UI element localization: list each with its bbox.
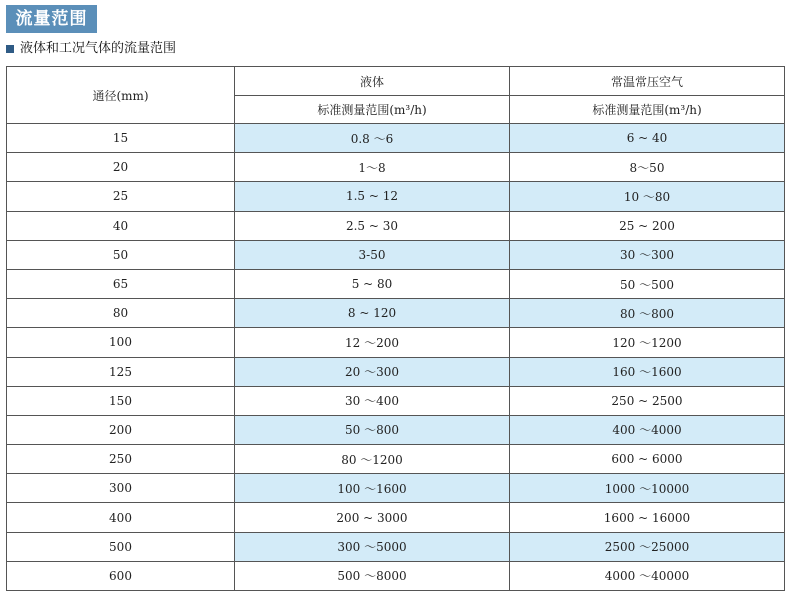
- gas-range-cell: 4000 ～40000: [510, 561, 785, 590]
- table-row: [7, 211, 785, 240]
- gas-range-cell: 1000 ～10000: [510, 474, 785, 503]
- table-row: [7, 182, 785, 211]
- liquid-sub-header: 标准测量范围(m³/h): [235, 96, 510, 124]
- table-row: [7, 124, 785, 153]
- size-cell: 100: [7, 328, 235, 357]
- liquid-range-cell: 80 ～1200: [235, 445, 510, 474]
- liquid-range-cell: 30 ～400: [235, 386, 510, 415]
- gas-header: 常温常压空气: [510, 67, 785, 96]
- size-cell: 40: [7, 211, 235, 240]
- square-bullet-icon: [6, 45, 14, 53]
- gas-sub-header: 标准测量范围(m³/h): [510, 96, 785, 124]
- table-row: [7, 328, 785, 357]
- size-cell: 300: [7, 474, 235, 503]
- liquid-range-cell: 1～8: [235, 153, 510, 182]
- gas-range-cell: 8～50: [510, 153, 785, 182]
- table-row: [7, 561, 785, 590]
- gas-range-cell: 250 ~ 2500: [510, 386, 785, 415]
- size-cell: 400: [7, 503, 235, 532]
- size-cell: 20: [7, 153, 235, 182]
- liquid-range-cell: 12 ～200: [235, 328, 510, 357]
- table-row: [7, 532, 785, 561]
- size-cell: 65: [7, 269, 235, 298]
- gas-range-cell: 120 ～1200: [510, 328, 785, 357]
- liquid-range-cell: 20 ～300: [235, 357, 510, 386]
- liquid-range-cell: 1.5 ~ 12: [235, 182, 510, 211]
- gas-range-cell: 1600 ~ 16000: [510, 503, 785, 532]
- liquid-range-cell: 100 ～1600: [235, 474, 510, 503]
- gas-range-cell: 30 ～300: [510, 240, 785, 269]
- gas-range-cell: 160 ～1600: [510, 357, 785, 386]
- liquid-range-cell: 300 ～5000: [235, 532, 510, 561]
- table-row: [7, 386, 785, 415]
- table-row: [7, 474, 785, 503]
- gas-range-cell: 25 ~ 200: [510, 211, 785, 240]
- table-row: [7, 269, 785, 298]
- size-cell: 125: [7, 357, 235, 386]
- table-row: [7, 240, 785, 269]
- size-cell: 50: [7, 240, 235, 269]
- size-cell: 500: [7, 532, 235, 561]
- table-row: [7, 445, 785, 474]
- subtitle-text: 液体和工况气体的流量范围: [20, 41, 177, 56]
- size-cell: 80: [7, 299, 235, 328]
- liquid-range-cell: 200 ~ 3000: [235, 503, 510, 532]
- flow-range-table: [6, 66, 785, 591]
- gas-range-cell: 400 ～4000: [510, 415, 785, 444]
- size-cell: 150: [7, 386, 235, 415]
- liquid-range-cell: 500 ～8000: [235, 561, 510, 590]
- liquid-range-cell: 0.8 ～6: [235, 124, 510, 153]
- size-cell: 15: [7, 124, 235, 153]
- subtitle-line: [6, 40, 176, 58]
- liquid-range-cell: 5 ~ 80: [235, 269, 510, 298]
- table-row: [7, 503, 785, 532]
- gas-range-cell: 10 ～80: [510, 182, 785, 211]
- size-cell: 200: [7, 415, 235, 444]
- size-cell: 600: [7, 561, 235, 590]
- liquid-range-cell: 8 ~ 120: [235, 299, 510, 328]
- gas-range-cell: 2500 ～25000: [510, 532, 785, 561]
- size-cell: 250: [7, 445, 235, 474]
- diameter-header: 通径(mm): [7, 67, 235, 124]
- liquid-range-cell: 2.5 ~ 30: [235, 211, 510, 240]
- table-row: [7, 153, 785, 182]
- table-row: [7, 357, 785, 386]
- gas-range-cell: 80 ～800: [510, 299, 785, 328]
- table-row: [7, 415, 785, 444]
- gas-range-cell: 6 ~ 40: [510, 124, 785, 153]
- liquid-header: 液体: [235, 67, 510, 96]
- table-row: [7, 299, 785, 328]
- section-title: 流量范围: [6, 5, 97, 33]
- liquid-range-cell: 3-50: [235, 240, 510, 269]
- gas-range-cell: 50 ～500: [510, 269, 785, 298]
- size-cell: 25: [7, 182, 235, 211]
- gas-range-cell: 600 ~ 6000: [510, 445, 785, 474]
- liquid-range-cell: 50 ～800: [235, 415, 510, 444]
